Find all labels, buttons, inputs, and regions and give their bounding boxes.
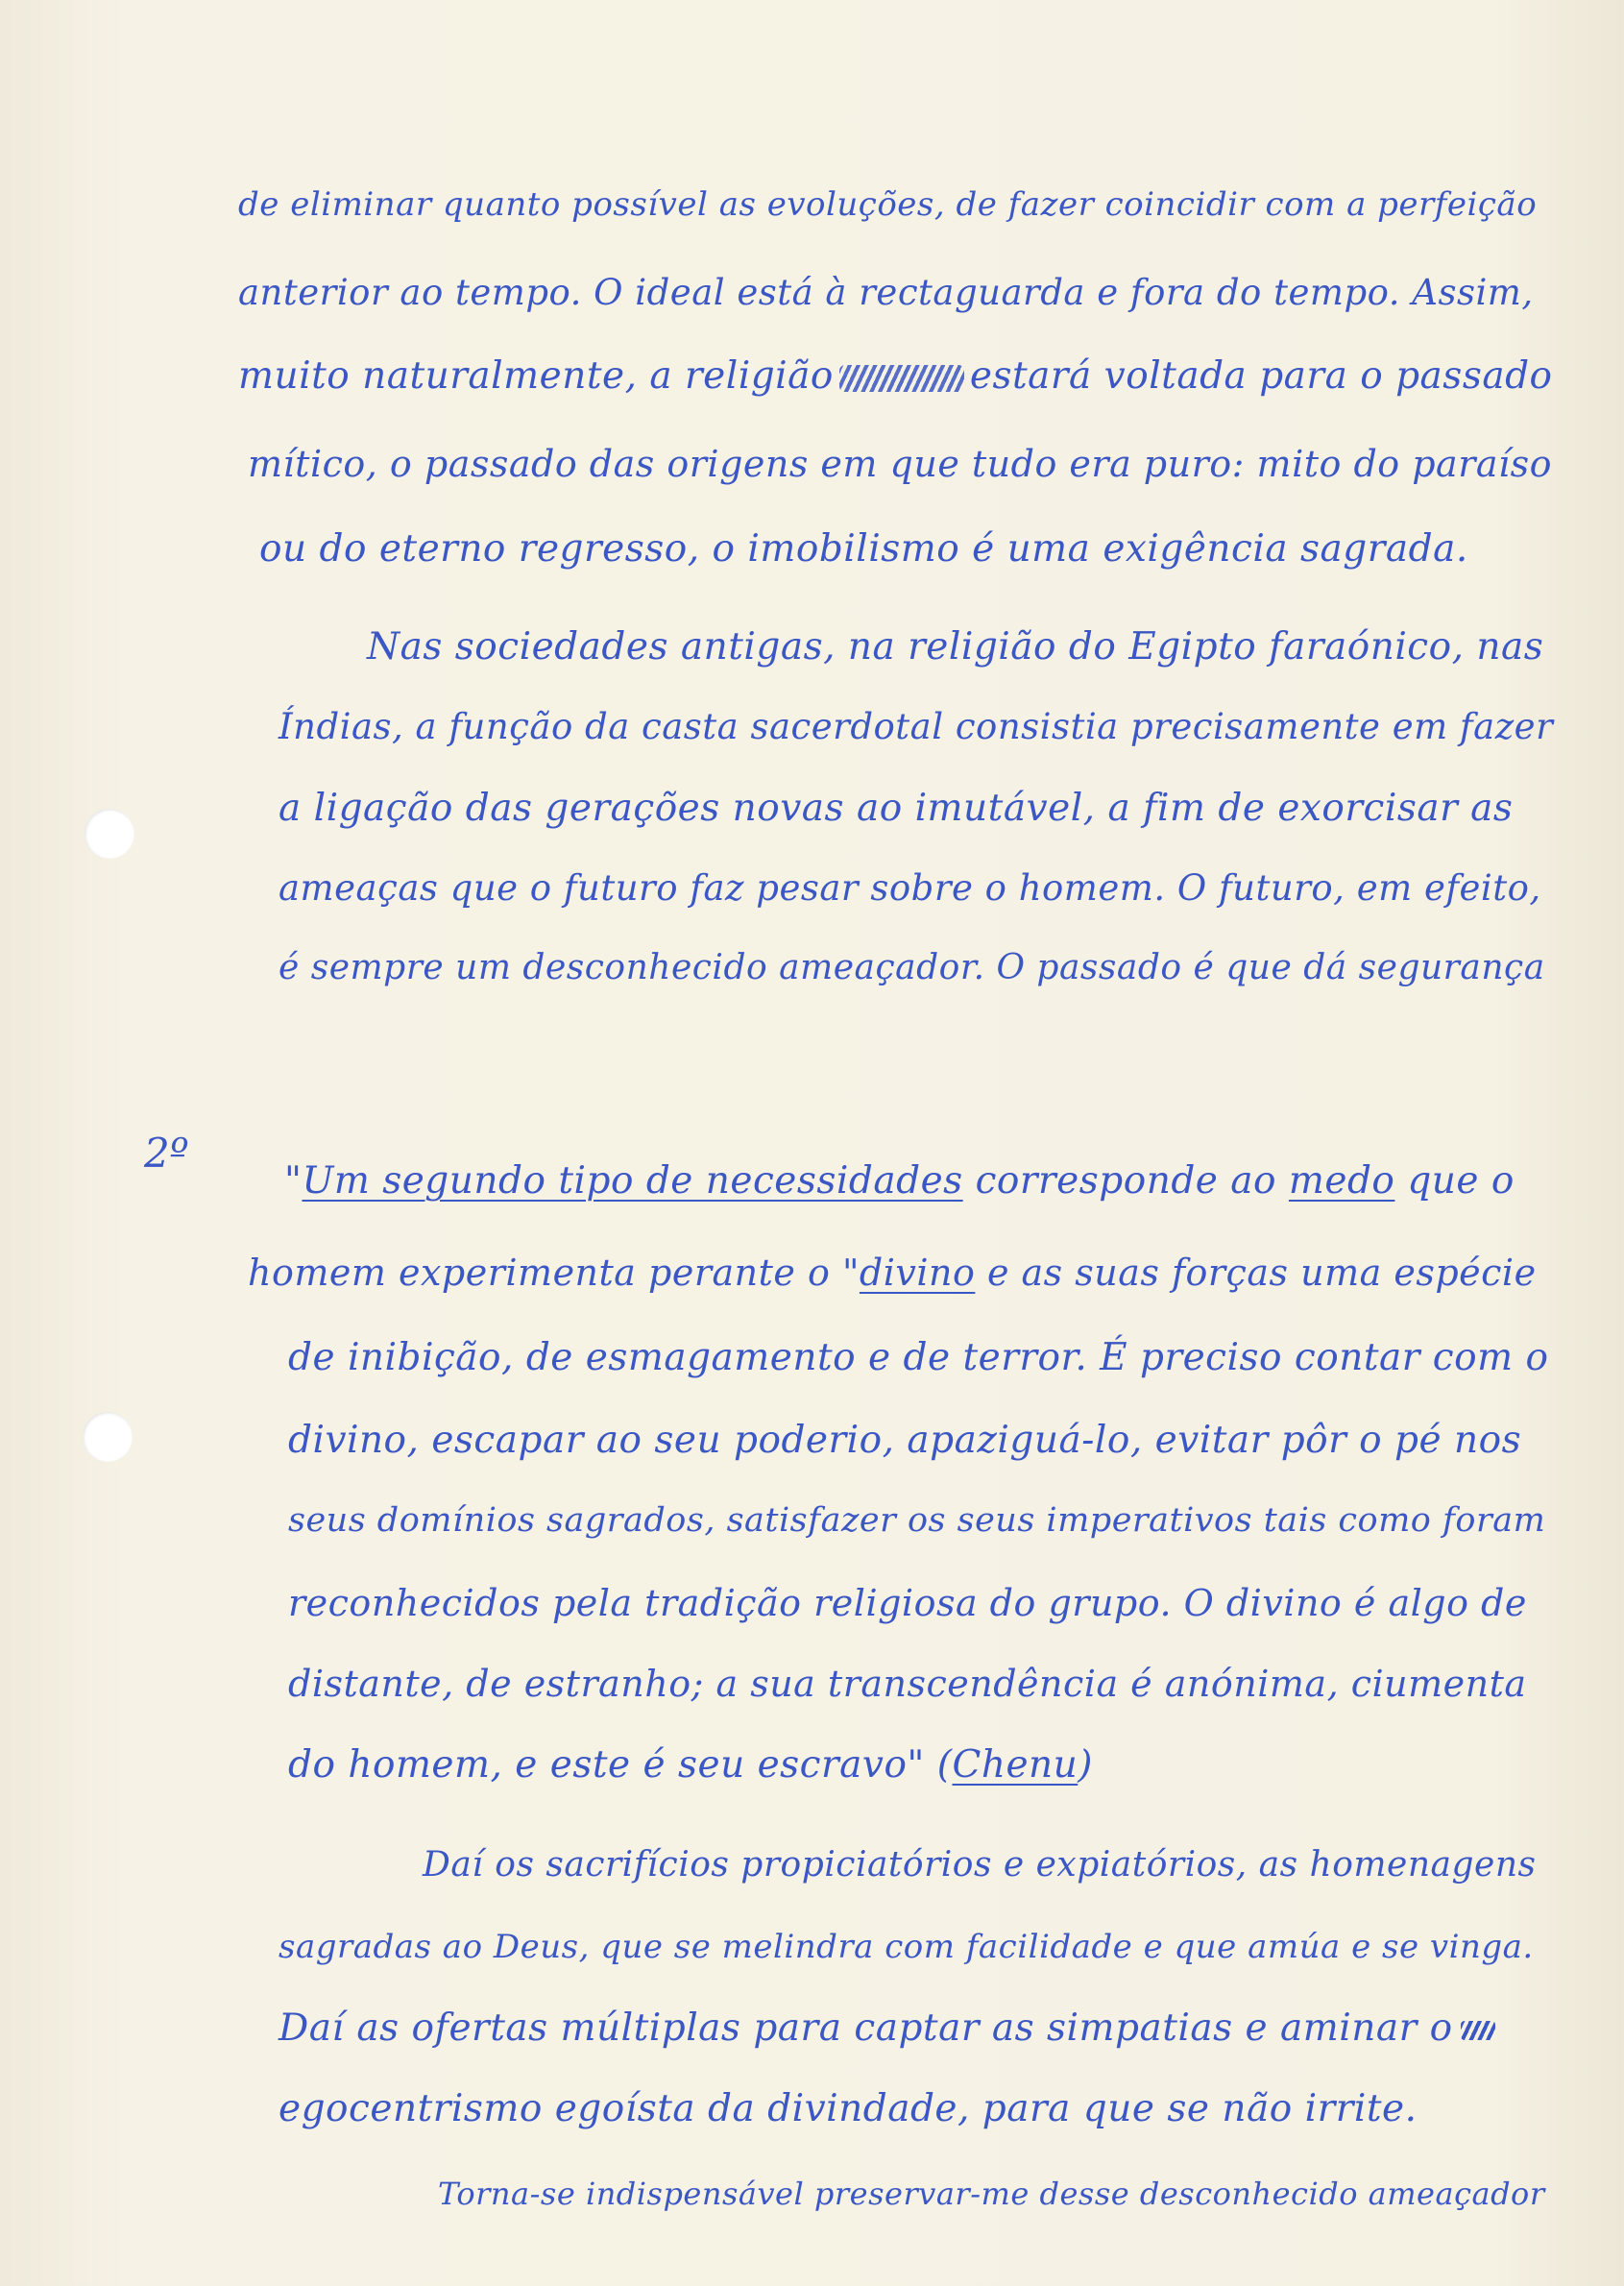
text-line: Índias, a função da casta sacerdotal consistia precisamente em fazer: [279, 706, 1554, 747]
punch-hole-lower: [83, 1412, 133, 1462]
text-segment: ": [284, 1159, 303, 1203]
text-line: divino, escapar ao seu poderio, apaziguá-lo, evitar pôr o pé nos: [288, 1419, 1522, 1462]
underlined-citation: Chenu: [952, 1743, 1079, 1787]
text-segment: ): [1078, 1743, 1093, 1787]
text-line: anterior ao tempo. O ideal está à rectaguarda e fora do tempo. Assim,: [238, 272, 1534, 313]
underlined-phrase: Um segundo tipo de necessidades: [302, 1159, 963, 1203]
text-line: de eliminar quanto possível as evoluções, de fazer coincidir com a perfeição: [238, 185, 1538, 224]
text-segment: e as suas forças uma espécie: [975, 1252, 1537, 1294]
text-line: a ligação das gerações novas ao imutável, a fim de exorcisar as: [279, 787, 1514, 830]
text-segment: Daí as ofertas múltiplas para captar as simpatias e aminar o: [279, 2006, 1453, 2050]
text-line: [284, 1159, 1515, 1203]
text-segment: muito naturalmente, a religião: [238, 354, 834, 398]
text-line: [238, 354, 1553, 398]
text-line: egocentrismo egoísta da divindade, para que se não irrite.: [279, 2087, 1418, 2130]
text-line: é sempre um desconhecido ameaçador. O passado é que dá segurança: [279, 948, 1545, 987]
text-line: [288, 1743, 1093, 1787]
text-line: de inibição, de esmagamento e de terror. É preciso contar com o: [288, 1336, 1549, 1379]
text-segment: que o: [1394, 1159, 1515, 1203]
text-line: ou do eterno regresso, o imobilismo é uma exigência sagrada.: [259, 527, 1468, 571]
crossed-out-word: [839, 365, 964, 392]
text-segment: corresponde ao: [962, 1159, 1289, 1203]
text-line: ameaças que o futuro faz pesar sobre o homem. O futuro, em efeito,: [279, 867, 1541, 909]
text-line: reconhecidos pela tradição religiosa do grupo. O divino é algo de: [288, 1582, 1527, 1624]
text-line: Daí os sacrifícios propiciatórios e expiatórios, as homenagens: [423, 1845, 1537, 1885]
text-segment: estará voltada para o passado: [969, 354, 1553, 398]
text-segment: do homem, e este é seu escravo" (: [288, 1743, 953, 1787]
text-segment: homem experimenta perante o ": [248, 1252, 860, 1294]
underlined-word: divino: [859, 1252, 976, 1294]
text-line: distante, de estranho; a sua transcendência é anónima, ciumenta: [288, 1663, 1527, 1705]
crossed-out-mark: [1461, 2021, 1495, 2040]
text-line: sagradas ao Deus, que se melindra com facilidade e que amúa e se vinga.: [279, 1928, 1534, 1966]
text-line: Torna-se indispensável preservar-me desse desconhecido ameaçador: [438, 2176, 1545, 2212]
text-line: [248, 1252, 1537, 1294]
underlined-word: medo: [1288, 1159, 1395, 1203]
text-line: Nas sociedades antigas, na religião do Egipto faraónico, nas: [367, 625, 1544, 669]
punch-hole-upper: [85, 809, 134, 859]
section-number: 2º: [144, 1130, 189, 1177]
text-line: mítico, o passado das origens em que tudo era puro: mito do paraíso: [248, 443, 1553, 485]
text-line: [279, 2006, 1495, 2050]
text-line: seus domínios sagrados, satisfazer os seus imperativos tais como foram: [288, 1501, 1546, 1540]
